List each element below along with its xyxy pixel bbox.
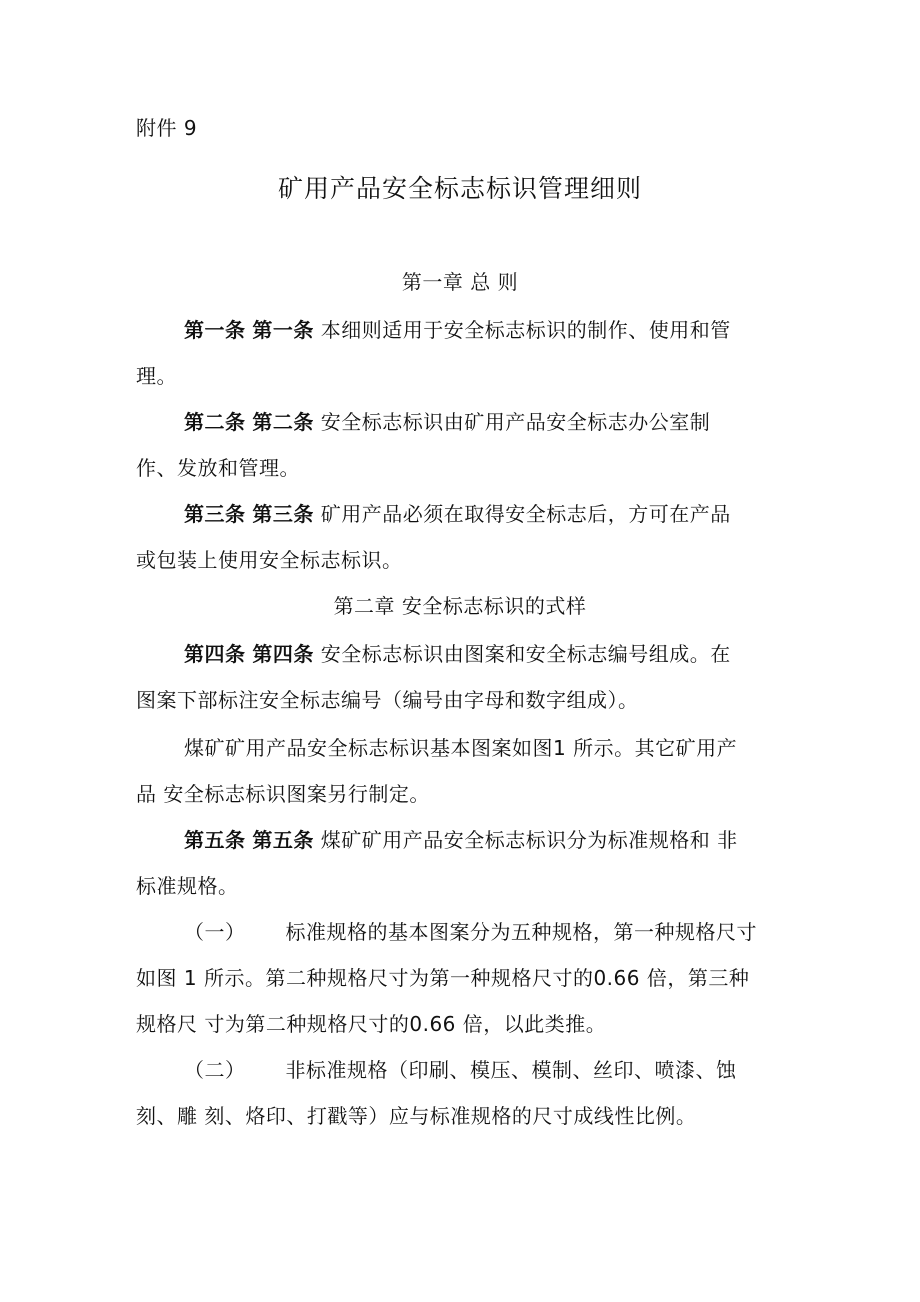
coal-paragraph-line-2: 品 安全标志标识图案另行制定。	[136, 782, 430, 806]
document-title: 矿用产品安全标志标识管理细则	[277, 174, 642, 203]
item-1-text: 标准规格的基本图案分为五种规格，第一种规格尺寸	[285, 920, 757, 944]
article-5-line-1	[184, 826, 738, 854]
article-4-text: 安全标志标识由图案和安全标志编号组成。在	[320, 642, 731, 666]
attachment-label: 附件 9	[136, 116, 198, 140]
coal-paragraph-line-1: 煤矿矿用产品安全标志标识基本图案如图1 所示。其它矿用产	[184, 736, 738, 760]
item-1-line-2: 如图 1 所示。第二种规格尺寸为第一种规格尺寸的0.66 倍，第三种	[136, 966, 750, 990]
item-1-line-1	[184, 918, 757, 946]
item-2-line-1	[184, 1056, 737, 1084]
article-3-label-repeat: 第三条	[252, 502, 314, 526]
article-1-line-1	[184, 316, 731, 344]
article-5-line-2: 标准规格。	[136, 874, 239, 898]
article-4-line-2: 图案下部标注安全标志编号（编号由字母和数字组成）。	[136, 688, 639, 712]
article-3-label: 第三条	[184, 502, 246, 526]
article-2-line-1	[184, 408, 710, 436]
item-2-text: 非标准规格（印刷、模压、模制、丝印、喷漆、蚀	[285, 1058, 737, 1082]
article-4-line-1	[184, 640, 731, 668]
article-1-text: 本细则适用于安全标志标识的制作、使用和管	[320, 318, 731, 342]
chapter-1-heading: 第一章 总 则	[401, 270, 519, 294]
article-5-label-repeat: 第五条	[252, 828, 314, 852]
item-1-label: （一）	[184, 920, 246, 944]
article-1-line-2: 理。	[136, 364, 177, 388]
article-3-text: 矿用产品必须在取得安全标志后，方可在产品	[320, 502, 731, 526]
article-5-label: 第五条	[184, 828, 246, 852]
article-5-text: 煤矿矿用产品安全标志标识分为标准规格和 非	[320, 828, 738, 852]
item-1-line-3: 规格尺 寸为第二种规格尺寸的0.66 倍，以此类推。	[136, 1012, 607, 1036]
article-4-label-repeat: 第四条	[252, 642, 314, 666]
article-3-line-1	[184, 500, 731, 528]
article-1-label: 第一条	[184, 318, 246, 342]
article-2-line-2: 作、发放和管理。	[136, 456, 300, 480]
article-2-text: 安全标志标识由矿用产品安全标志办公室制	[320, 410, 711, 434]
item-2-label: （二）	[184, 1058, 246, 1082]
item-2-line-2: 刻、雕 刻、烙印、打戳等）应与标准规格的尺寸成线性比例。	[136, 1104, 697, 1128]
article-3-line-2: 或包装上使用安全标志标识。	[136, 548, 403, 572]
article-4-label: 第四条	[184, 642, 246, 666]
article-2-label-repeat: 第二条	[252, 410, 314, 434]
chapter-2-heading: 第二章 安全标志标识的式样	[333, 594, 587, 618]
article-1-label-repeat: 第一条	[252, 318, 314, 342]
article-2-label: 第二条	[184, 410, 246, 434]
